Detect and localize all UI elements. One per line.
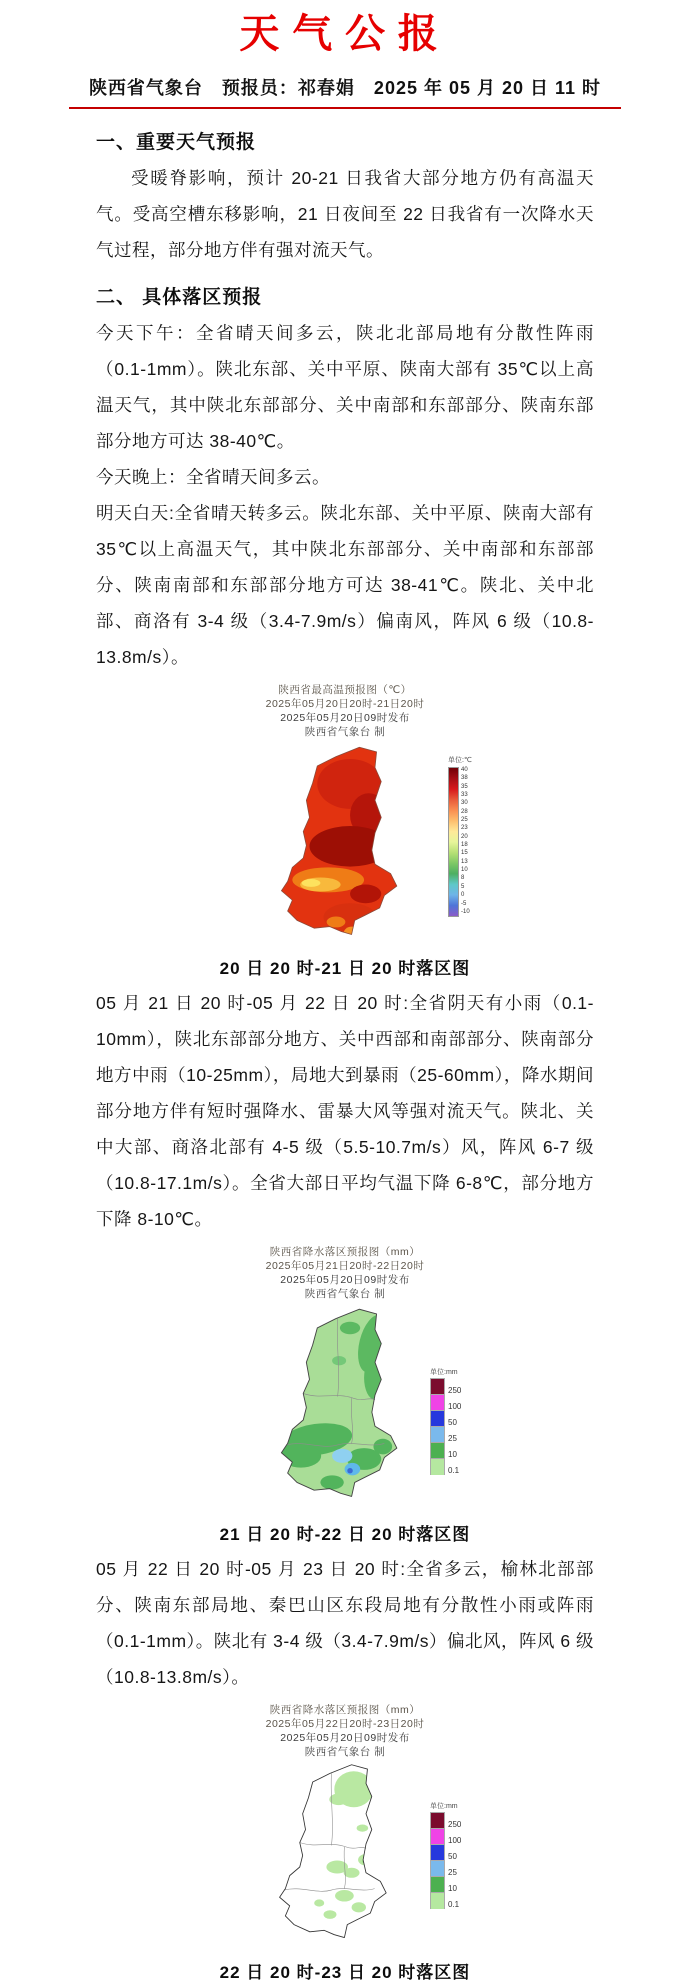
map3-maker: 陕西省气象台 制 — [304, 1746, 386, 1758]
legend-swatch — [430, 1860, 445, 1877]
map1-issued: 2025年05月20日09时发布 — [280, 712, 410, 724]
map2-maker: 陕西省气象台 制 — [304, 1288, 386, 1300]
legend-swatch — [430, 1442, 445, 1459]
legend-swatch — [430, 1394, 445, 1411]
legend-tick: 5 — [461, 883, 465, 890]
legend-tick: 30 — [461, 800, 468, 807]
precip-shading — [258, 1759, 402, 1946]
legend-rows — [430, 1813, 461, 1909]
byline-text: 陕西省气象台 预报员：祁春娟 2025 年 05 月 20 日 11 时 — [88, 78, 602, 98]
legend-rows — [430, 1379, 461, 1475]
section-1-heading: 一、重要天气预报 — [96, 132, 257, 153]
legend-tick: -10 — [461, 908, 470, 915]
para-21-22: 05 月 21 日 20 时-05 月 22 日 20 时:全省阴天有小雨（0.1-10mm），陕北东部部分地方、关中西部和南部部分、陕南部分地方中雨（10-25mm），局地大到暴雨（25-60mm），降水期间部分地方伴有短时强降水、雷暴大风等强对流天气。陕北、关中大部、商洛北部有 4-5 级（5.5-10.7m/s）风，阵风 6-7 级（10.8-17.1m/s）。全省大部日平均气温下降 6-8℃，部分地方下降 8-10℃。 — [96, 993, 594, 1229]
temperature-map-figure — [130, 683, 560, 979]
legend-tick: 13 — [461, 858, 468, 865]
para-22-23: 05 月 22 日 20 时-05 月 23 日 20 时:全省多云，榆林北部部分、陕南东部局地、秦巴山区东段局地有分散性小雨或阵雨（0.1-1mm）。陕北有 3-4 级（3.4-7.9m/s）偏北风，阵风 6 级（10.8-13.8m/s）。 — [96, 1559, 594, 1687]
legend-tick: 18 — [461, 842, 468, 849]
map2-issued: 2025年05月20日09时发布 — [280, 1274, 410, 1286]
legend-swatch — [430, 1828, 445, 1845]
legend-tick: 8 — [461, 875, 465, 882]
legend-tick: 10 — [461, 867, 468, 874]
legend-swatch — [430, 1876, 445, 1893]
map3-title: 陕西省降水落区预报图（mm） — [269, 1704, 421, 1716]
precip-map-22-23-svg — [130, 1759, 560, 1951]
section-2-heading: 二、 具体落区预报 — [96, 287, 263, 308]
legend-value: 25 — [448, 1434, 457, 1443]
legend-row — [430, 1395, 461, 1411]
legend-value: 10 — [448, 1450, 457, 1459]
weather-bulletin-document — [0, 10, 690, 1982]
para-tonight: 今天晚上：全省晴天间多云。 — [96, 467, 330, 487]
legend-tick: 40 — [461, 767, 468, 773]
legend-tick: 35 — [461, 783, 468, 790]
legend-row — [430, 1459, 461, 1475]
map2-title: 陕西省降水落区预报图（mm） — [269, 1246, 421, 1258]
legend-row — [430, 1845, 461, 1861]
legend-tick: 0 — [461, 892, 465, 899]
legend-row — [430, 1829, 461, 1845]
precip-map-21-22-svg — [130, 1301, 560, 1513]
legend-swatch — [430, 1410, 445, 1427]
legend-value: 100 — [448, 1402, 462, 1411]
map3-period: 2025年05月22日20时-23日20时 — [265, 1718, 425, 1730]
para-today-afternoon: 今天下午：全省晴天间多云，陕北北部局地有分散性阵雨（0.1-1mm）。陕北东部、关中平原、陕南大部有 35℃以上高温天气，其中陕北东部部分、关中南部和东部部分、陕南东部部分地方可达 38-40℃。 — [96, 323, 594, 451]
document-body — [0, 109, 690, 1983]
temperature-map-svg — [130, 739, 560, 947]
legend-tick: -5 — [461, 900, 467, 907]
legend-value: 250 — [448, 1820, 462, 1829]
map3-issued: 2025年05月20日09时发布 — [280, 1732, 410, 1744]
map1-maker: 陕西省气象台 制 — [304, 726, 386, 738]
legend-row — [430, 1443, 461, 1459]
legend-swatch — [430, 1892, 445, 1909]
legend-unit-label: 单位:mm — [430, 1803, 458, 1810]
map2-period: 2025年05月21日20时-22日20时 — [265, 1260, 425, 1272]
legend-value: 0.1 — [448, 1900, 460, 1909]
legend-value: 100 — [448, 1836, 462, 1845]
legend-value: 50 — [448, 1418, 457, 1427]
legend-tick: 28 — [461, 808, 468, 815]
legend-row — [430, 1427, 461, 1443]
temperature-legend — [448, 755, 472, 917]
legend-tick: 23 — [461, 825, 468, 832]
legend-tick: 33 — [461, 792, 468, 799]
legend-swatch — [430, 1378, 445, 1395]
map3-titles — [130, 1703, 560, 1759]
map2-caption: 21 日 20 时-22 日 20 时落区图 — [219, 1525, 471, 1544]
map1-caption: 20 日 20 时-21 日 20 时落区图 — [219, 959, 471, 978]
temperature-colorbar — [448, 767, 459, 917]
map2-canvas — [130, 1301, 560, 1518]
byline-rule — [69, 74, 621, 109]
precip-map-21-22-figure — [130, 1245, 560, 1545]
legend-unit-label: 单位:mm — [430, 1369, 458, 1376]
map1-title: 陕西省最高温预报图（℃） — [278, 684, 412, 696]
precip-shading — [258, 1303, 414, 1506]
map1-titles — [130, 683, 560, 739]
legend-value: 10 — [448, 1884, 457, 1893]
legend-row — [430, 1813, 461, 1829]
map3-canvas — [130, 1759, 560, 1956]
legend-row — [430, 1411, 461, 1427]
temperature-shading — [258, 741, 414, 944]
map1-period: 2025年05月20日20时-21日20时 — [265, 698, 425, 710]
precip-map-22-23-figure — [130, 1703, 560, 1983]
map2-titles — [130, 1245, 560, 1301]
page-title: 天气公报 — [239, 12, 451, 56]
legend-swatch — [430, 1812, 445, 1829]
legend-row — [430, 1379, 461, 1395]
legend-unit-label: 单位:℃ — [448, 757, 472, 764]
legend-value: 250 — [448, 1386, 462, 1395]
legend-swatch — [430, 1426, 445, 1443]
section-1-paragraph: 受暖脊影响，预计 20-21 日我省大部分地方仍有高温天气。受高空槽东移影响，21 日夜间至 22 日我省有一次降水天气过程，部分地方伴有强对流天气。 — [96, 168, 594, 260]
map3-caption: 22 日 20 时-23 日 20 时落区图 — [219, 1963, 471, 1982]
legend-tick: 38 — [461, 775, 468, 782]
para-tomorrow-day: 明天白天:全省晴天转多云。陕北东部、关中平原、陕南大部有 35℃以上高温天气，其中陕北东部部分、关中南部和东部部分、陕南南部和东部部分地方可达 38-41℃。陕北、关中北部、商洛有 3-4 级（3.4-7.9m/s）偏南风，阵风 6 级（10.8-13.8m/s）。 — [96, 503, 594, 667]
legend-tick: 15 — [461, 850, 468, 857]
legend-value: 0.1 — [448, 1466, 460, 1475]
legend-row — [430, 1877, 461, 1893]
legend-tick: 20 — [461, 833, 468, 840]
legend-row — [430, 1861, 461, 1877]
legend-value: 50 — [448, 1852, 457, 1861]
map1-canvas — [130, 739, 560, 952]
legend-tick: 25 — [461, 817, 468, 824]
temp-legend-ticks — [461, 767, 470, 915]
legend-row — [430, 1893, 461, 1909]
legend-value: 25 — [448, 1868, 457, 1877]
legend-swatch — [430, 1458, 445, 1475]
precip-legend — [430, 1367, 461, 1475]
legend-swatch — [430, 1844, 445, 1861]
precip-legend — [430, 1801, 461, 1909]
